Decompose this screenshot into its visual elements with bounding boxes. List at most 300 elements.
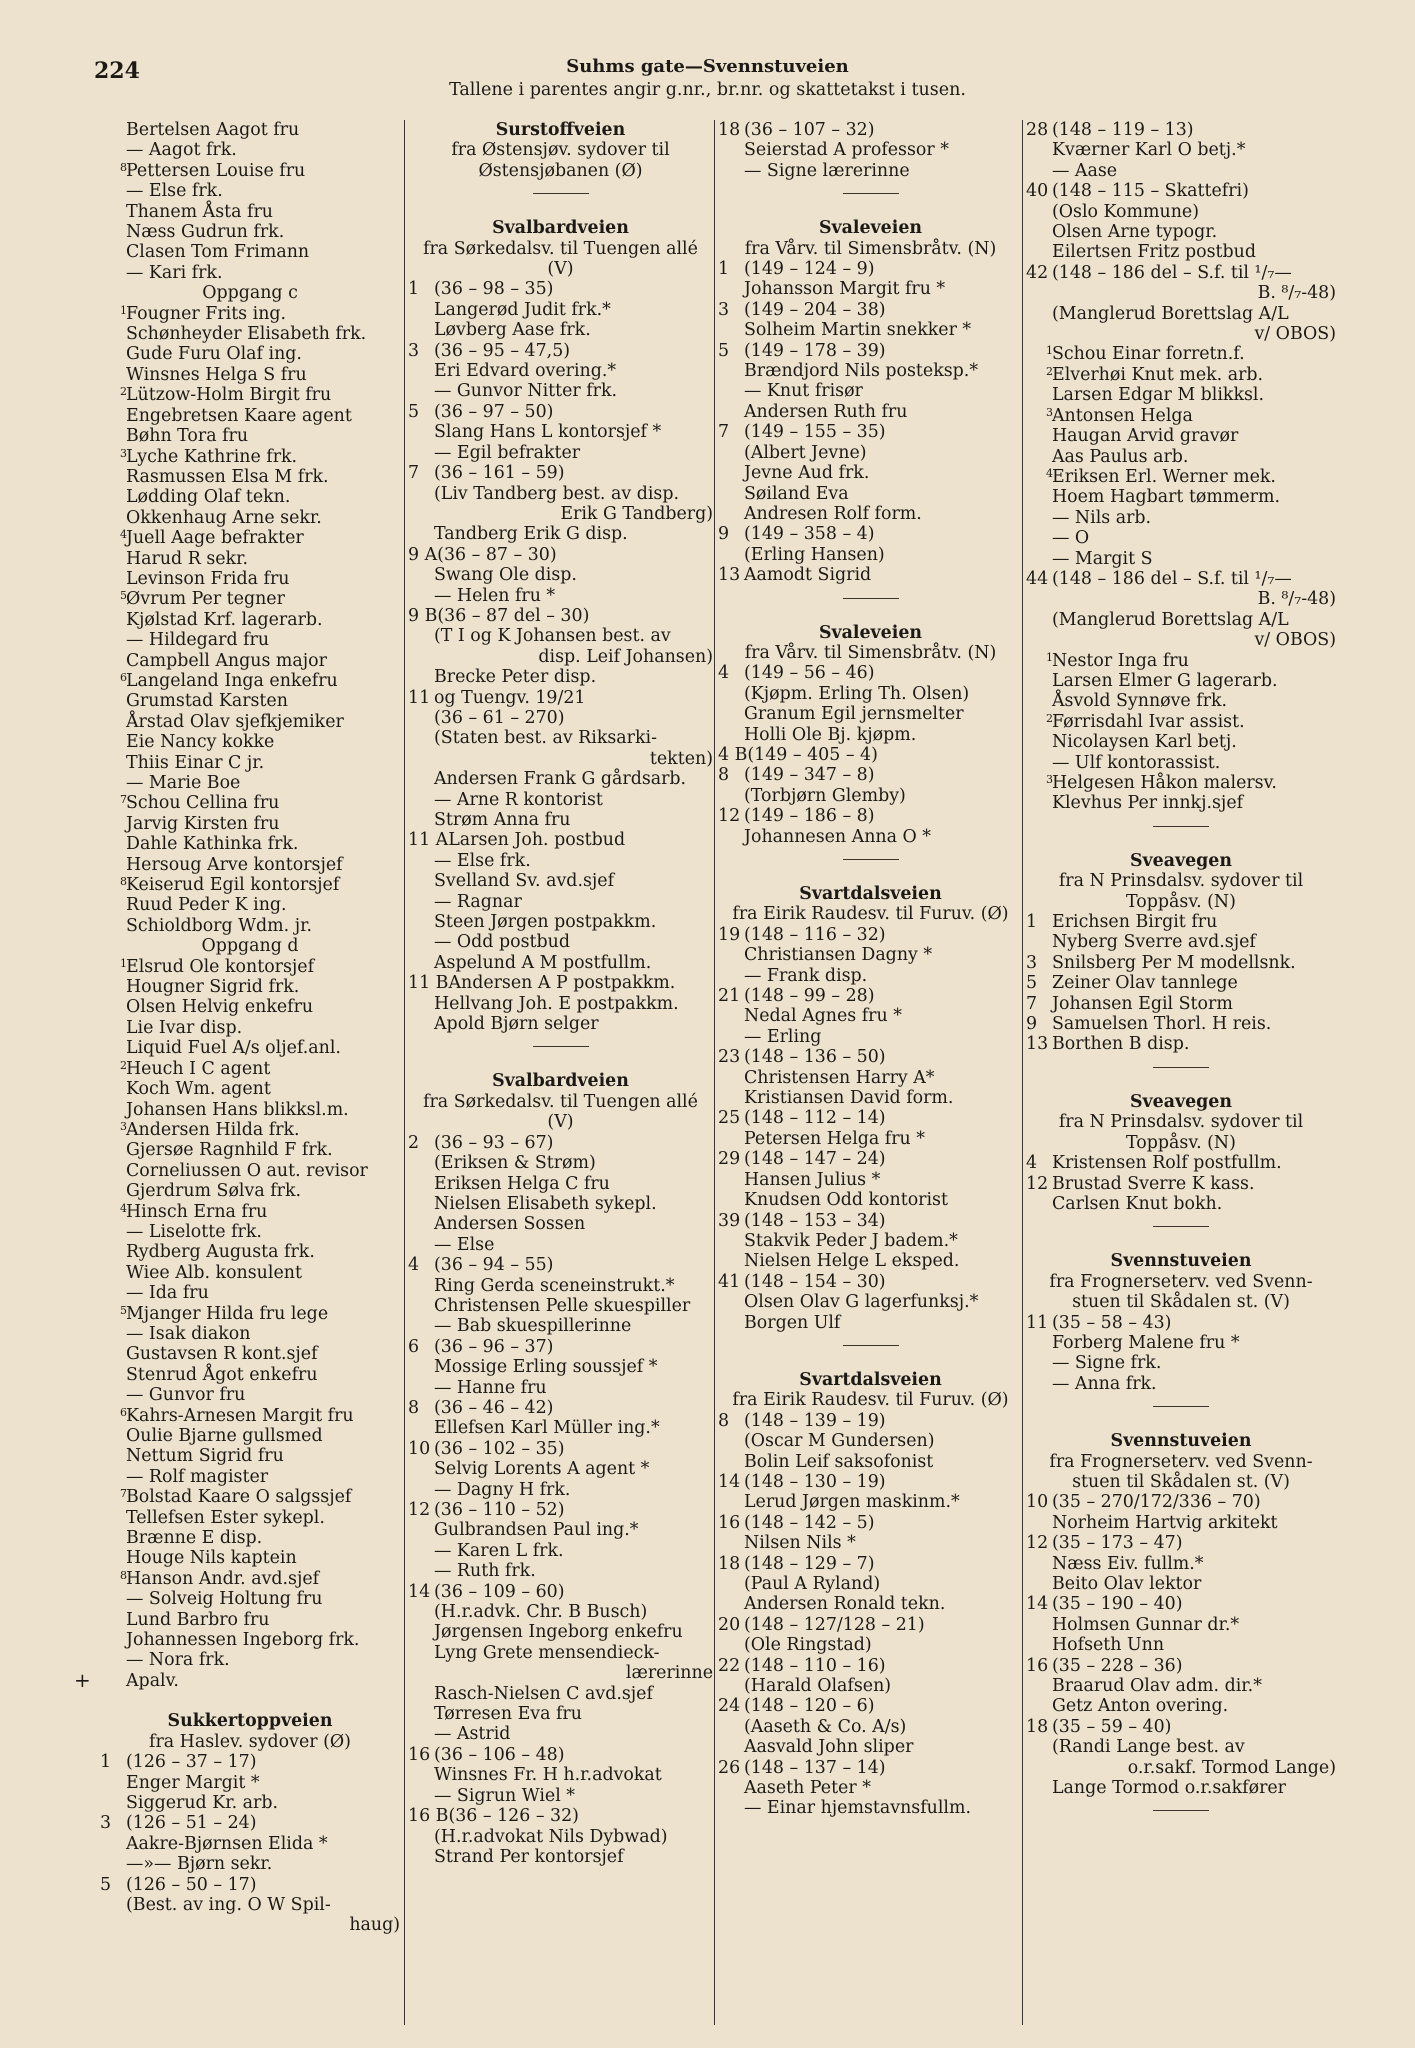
resident-entry — [100, 528, 400, 548]
entry-text: Forberg Malene fru * — [1052, 1332, 1240, 1353]
resident-entry — [100, 1018, 400, 1038]
entry-text: Aasvald John sliper — [744, 1737, 914, 1758]
house-entry — [718, 1149, 1023, 1169]
entry-text: Brænne E disp. — [126, 1528, 263, 1549]
continuation-line: v/ OBOS) — [1254, 630, 1336, 651]
entry-text: Thiis Einar C jr. — [126, 752, 265, 773]
entry-text: Rasch-Nielsen C avd.sjef — [434, 1683, 653, 1704]
resident-entry — [718, 827, 1023, 847]
house-entry — [1026, 120, 1336, 140]
resident-entry — [408, 626, 713, 646]
entry-text: Bolstad Kaare O salgssjef — [126, 1487, 352, 1508]
entry-text: Kristensen Rolf postfullm. — [1052, 1153, 1282, 1174]
floor-marker: 1 — [1046, 344, 1053, 358]
house-number: 12 — [718, 806, 741, 827]
resident-entry — [100, 1793, 400, 1813]
entry-text: — Signe lærerinne — [744, 160, 910, 181]
resident-entry — [100, 671, 400, 691]
entry-text: (Albert Jevne) — [744, 442, 867, 463]
entry-text: — Karen L frk. — [434, 1540, 564, 1561]
floor-marker: 4 — [1046, 466, 1053, 480]
street-heading: Sveavegen — [1129, 850, 1233, 871]
resident-entry — [718, 402, 1023, 422]
section-separator — [1153, 1226, 1209, 1227]
house-entry — [408, 1133, 713, 1153]
street-description: fra Haslev. sydover (Ø) — [149, 1731, 351, 1752]
entry-text: Seierstad A professor * — [744, 140, 949, 161]
resident-entry — [100, 793, 400, 813]
house-entry — [408, 1745, 713, 1765]
house-number: 12 — [1026, 1173, 1049, 1194]
entry-text: — Gunvor fru — [126, 1385, 246, 1406]
resident-entry — [100, 610, 400, 630]
entry-text: (Best. av ing. O W Spil- — [126, 1894, 331, 1915]
street-description: fra Sørkedalsv. til Tuengen allé (V) — [423, 238, 698, 280]
resident-entry — [100, 1120, 400, 1140]
house-number: 3 — [100, 1813, 112, 1834]
resident-entry — [100, 365, 400, 385]
entry-text: Koch Wm. agent — [126, 1079, 271, 1100]
resident-entry — [1026, 344, 1336, 364]
house-entry — [408, 1439, 713, 1459]
entry-text: Gjerdrum Sølva frk. — [126, 1181, 302, 1202]
resident-entry — [1026, 406, 1336, 426]
resident-entry — [408, 892, 713, 912]
entry-text: Christensen Harry A* — [744, 1067, 935, 1088]
entry-text: — Helen fru * — [434, 585, 556, 606]
resident-entry — [100, 1508, 400, 1528]
entry-text: (36 – 95 – 47,5) — [434, 340, 571, 361]
section-separator — [1153, 1810, 1209, 1811]
entry-text: Strand Per kontorsjef — [434, 1846, 624, 1867]
entry-text: Johansen Hans blikksl.m. — [126, 1099, 349, 1120]
resident-entry — [408, 1561, 713, 1581]
column-divider — [714, 120, 715, 2025]
entry-text: Eriksen Erl. Werner mek. — [1052, 466, 1276, 487]
resident-entry — [100, 1283, 400, 1303]
entry-text: Gjersøe Ragnhild F frk. — [126, 1140, 333, 1161]
entry-text: Juell Aage befrakter — [126, 528, 304, 549]
entry-text: (35 – 190 – 40) — [1052, 1594, 1183, 1615]
entry-text: Andersen Frank G gårdsarb. — [434, 769, 687, 790]
entry-text: Campbell Angus major — [126, 650, 327, 671]
continuation-line: haug) — [349, 1915, 400, 1936]
entry-text: (36 – 126 – 32) — [448, 1806, 579, 1827]
entry-text: (35 – 58 – 43) — [1052, 1312, 1172, 1333]
house-entry — [718, 300, 1023, 320]
entry-text: — Kari frk. — [126, 262, 223, 283]
house-number: 1 — [100, 1752, 112, 1773]
entry-text: Lødding Olaf tekn. — [126, 487, 291, 508]
entry-text: (149 – 178 – 39) — [744, 340, 886, 361]
house-entry — [718, 663, 1023, 683]
floor-marker: 7 — [120, 793, 127, 807]
resident-entry — [1026, 1513, 1336, 1533]
resident-entry — [1026, 1635, 1336, 1655]
resident-entry — [408, 810, 713, 830]
entry-text: (Manglerud Borettslag A/L — [1052, 303, 1289, 324]
entry-text: Andersen Ronald tekn. — [744, 1594, 946, 1615]
entry-text: — Frank disp. — [744, 965, 868, 986]
entry-text: Lerud Jørgen maskinm.* — [744, 1492, 960, 1513]
entry-text: Johansson Margit fru * — [744, 279, 946, 300]
entry-text: Antonsen Helga — [1052, 405, 1193, 426]
resident-entry — [718, 1594, 1023, 1614]
resident-entry — [408, 932, 713, 952]
entry-text: (149 – 56 – 46) — [744, 663, 875, 684]
street-description: fra N Prinsdalsv. sydover til Toppåsv. (N) — [1058, 871, 1304, 912]
house-entry — [408, 279, 713, 299]
entry-text: Lyche Kathrine frk. — [126, 446, 298, 467]
floor-marker: 4 — [120, 1201, 127, 1215]
resident-entry — [408, 912, 713, 932]
entry-text: (148 – 127/128 – 21) — [744, 1614, 925, 1635]
entry-text: Nettum Sigrid fru — [126, 1446, 284, 1467]
resident-entry — [100, 202, 400, 222]
entry-text: Aspelund A M postfullm. — [434, 952, 652, 973]
entry-text: Clasen Tom Frimann — [126, 242, 310, 263]
entry-text: (36 – 102 – 35) — [434, 1438, 565, 1459]
resident-entry — [718, 545, 1023, 565]
resident-entry — [718, 1778, 1023, 1798]
entry-text: Mjanger Hilda fru lege — [126, 1303, 329, 1324]
entry-text: (Ole Ringstad) — [744, 1635, 872, 1656]
resident-entry — [100, 977, 400, 997]
house-entry — [408, 1398, 713, 1418]
entry-text: (148 – 120 – 6) — [744, 1696, 875, 1717]
resident-entry — [100, 181, 400, 201]
house-entry — [100, 1813, 400, 1833]
entry-text: Tørresen Eva fru — [434, 1704, 582, 1725]
resident-entry — [1026, 1737, 1336, 1757]
street-description: fra N Prinsdalsv. sydover til Toppåsv. (N) — [1058, 1112, 1304, 1153]
resident-entry — [408, 871, 713, 891]
resident-entry — [100, 1344, 400, 1364]
floor-marker: 8 — [120, 875, 127, 889]
entry-text: Houge Nils kaptein — [126, 1548, 297, 1569]
resident-entry — [1026, 793, 1336, 813]
house-number: 9 A — [408, 544, 438, 565]
resident-entry — [408, 1014, 713, 1034]
entry-text: Haugan Arvid gravør — [1052, 426, 1239, 447]
house-number: 5 — [1026, 973, 1038, 994]
entry-text: Liquid Fuel A/s oljef.anl. — [126, 1038, 341, 1059]
house-number: 3 — [1026, 952, 1038, 973]
house-number: 44 — [1026, 568, 1049, 589]
entry-text: Schou Cellina fru — [126, 793, 280, 814]
house-entry — [718, 422, 1023, 442]
entry-text: Zeiner Olav tannlege — [1052, 973, 1238, 994]
entry-text: Rydberg Augusta frk. — [126, 1242, 315, 1263]
resident-entry — [408, 1296, 713, 1316]
continuation-line: o.r.sakf. Tormod Lange) — [1127, 1757, 1336, 1778]
section-separator — [533, 1046, 589, 1047]
street-description: Oppgang d — [201, 936, 299, 957]
entry-text: — Einar hjemstavnsfullm. — [744, 1798, 971, 1819]
resident-entry — [408, 381, 713, 401]
resident-entry — [718, 484, 1023, 504]
continuation-line: v/ OBOS) — [1254, 324, 1336, 345]
street-heading: Svalbardveien — [492, 218, 629, 239]
resident-entry — [408, 1153, 713, 1173]
resident-entry — [408, 1174, 713, 1194]
entry-text: (149 – 204 – 38) — [744, 299, 886, 320]
entry-text: Beito Olav lektor — [1052, 1574, 1202, 1594]
entry-text: Granum Egil jernsmelter — [744, 704, 964, 725]
resident-entry — [100, 120, 400, 140]
street-description: fra Frognerseterv. ved Svenn- stuen til Skådalen st. (V) — [1049, 1451, 1313, 1492]
house-entry — [1026, 1153, 1336, 1173]
entry-text: Andersen Sossen — [434, 1214, 586, 1235]
resident-entry — [718, 1492, 1023, 1512]
house-entry — [718, 1656, 1023, 1676]
resident-entry — [1026, 1333, 1336, 1353]
entry-text: Lie Ivar disp. — [126, 1017, 243, 1038]
resident-entry — [100, 1426, 400, 1446]
entry-text: (36 – 93 – 67) — [434, 1132, 554, 1153]
continuation-line: B. ⁸/₇-48) — [1257, 589, 1336, 610]
entry-text: — Aase — [1052, 160, 1118, 181]
floor-marker: 5 — [120, 1303, 127, 1317]
resident-entry — [718, 361, 1023, 381]
floor-marker: 6 — [120, 1405, 127, 1419]
entry-text: Norheim Hartvig arkitekt — [1052, 1512, 1278, 1533]
entry-text: — Nils arb. — [1052, 507, 1152, 528]
entry-text: Nilsen Nils * — [744, 1533, 856, 1554]
entry-text: Andersen Ruth fru — [744, 401, 908, 422]
entry-text: (Aaseth & Co. A/s) — [744, 1716, 907, 1737]
entry-text: (Eriksen & Strøm) — [434, 1153, 596, 1174]
entry-text: Fougner Frits ing. — [126, 303, 287, 324]
entry-text: (148 – 186 del – S.f. til ¹/₇— — [1052, 568, 1292, 589]
spacer — [100, 1691, 400, 1711]
entry-text: Stakvik Peder J badem.* — [744, 1230, 958, 1251]
resident-entry — [408, 667, 713, 687]
entry-text: (36 – 161 – 59) — [434, 463, 565, 484]
resident-entry — [408, 1520, 713, 1540]
entry-text: Corneliussen O aut. revisor — [126, 1160, 368, 1181]
resident-entry — [100, 651, 400, 671]
house-entry — [408, 830, 713, 850]
house-number: 16 — [1026, 1655, 1049, 1676]
entry-text: —»— Bjørn sekr. — [126, 1854, 273, 1875]
entry-text: (148 – 99 – 28) — [744, 986, 875, 1007]
street-heading: Svaleveien — [818, 622, 923, 643]
resident-entry — [1026, 1615, 1336, 1635]
entry-text: Hofseth Unn — [1052, 1635, 1165, 1656]
house-number: 28 — [1026, 120, 1049, 140]
entry-text: Selvig Lorents A agent * — [434, 1459, 650, 1480]
resident-entry — [408, 1684, 713, 1704]
entry-text: — Aagot frk. — [126, 140, 237, 161]
entry-text: Johannessen Ingeborg frk. — [126, 1630, 360, 1651]
house-entry — [1026, 1717, 1336, 1737]
house-number: 10 — [1026, 1492, 1049, 1513]
floor-marker: 2 — [1046, 711, 1053, 725]
entry-text: Bolin Leif saksofonist — [744, 1451, 934, 1472]
resident-entry — [1026, 753, 1336, 773]
resident-entry — [100, 508, 400, 528]
entry-text: (149 – 347 – 8) — [744, 765, 875, 786]
entry-text: (35 – 270/172/336 – 70) — [1052, 1492, 1261, 1513]
resident-entry — [100, 1773, 400, 1793]
entry-text: (148 – 119 – 13) — [1052, 120, 1194, 140]
entry-text: — Hildegard fru — [126, 630, 270, 651]
resident-entry — [100, 1446, 400, 1466]
entry-text: Slang Hans L kontorsjef * — [434, 422, 662, 443]
resident-entry — [100, 140, 400, 160]
entry-text: Olsen Helvig enkefru — [126, 997, 314, 1018]
street-description: fra Vårv. til Simensbråtv. (N) — [744, 642, 997, 663]
house-number: 4 — [1026, 1153, 1038, 1174]
column-divider — [404, 120, 405, 2025]
resident-entry — [100, 732, 400, 752]
entry-text: (Torbjørn Glemby) — [744, 785, 906, 806]
house-number: 41 — [718, 1271, 741, 1292]
resident-entry — [1026, 1778, 1336, 1798]
house-number: 39 — [718, 1210, 741, 1231]
entry-text: Lyng Grete mensendieck- — [434, 1642, 660, 1663]
resident-entry — [718, 1231, 1023, 1251]
entry-text: Larsen Elmer G lagerarb. — [1052, 670, 1278, 691]
entry-text: (148 – 115 – Skattefri) — [1052, 181, 1249, 202]
page-title: Suhms gate—Svennstuveien — [566, 56, 849, 77]
resident-entry — [718, 443, 1023, 463]
house-number: 16 B — [408, 1806, 449, 1827]
resident-entry — [408, 708, 713, 728]
entry-text: Aamodt Sigrid — [744, 565, 872, 586]
house-entry — [408, 341, 713, 361]
resident-entry — [718, 1190, 1023, 1210]
house-number: 13 — [1026, 1034, 1049, 1055]
house-entry — [1026, 973, 1336, 993]
entry-text: (148 – 147 – 24) — [744, 1149, 886, 1170]
resident-entry — [408, 586, 713, 606]
floor-marker: 4 — [120, 528, 127, 542]
floor-marker: 8 — [120, 1568, 127, 1582]
house-number: 1 — [408, 279, 420, 300]
resident-entry — [408, 422, 713, 442]
resident-entry — [408, 1418, 713, 1438]
entry-text: Mossige Erling soussjef * — [434, 1357, 658, 1378]
street-description: fra Sørkedalsv. til Tuengen allé (V) — [423, 1091, 698, 1133]
resident-entry — [718, 1533, 1023, 1553]
floor-marker: 6 — [120, 670, 127, 684]
floor-marker: 1 — [1046, 650, 1053, 664]
entry-text: — Nora frk. — [126, 1650, 230, 1671]
house-number: 6 — [408, 1336, 420, 1357]
entry-text: Brændjord Nils posteksp.* — [744, 361, 979, 382]
house-number: 8 — [408, 1397, 420, 1418]
entry-text: Braarud Olav adm. dir.* — [1052, 1676, 1262, 1697]
resident-entry — [718, 381, 1023, 401]
entry-text: (36 – 61 – 270) — [434, 707, 565, 728]
house-number: 5 — [100, 1874, 112, 1895]
resident-entry — [408, 1357, 713, 1377]
resident-entry — [100, 447, 400, 467]
floor-marker: 3 — [1046, 773, 1053, 786]
resident-entry — [1026, 651, 1336, 671]
house-entry — [408, 1582, 713, 1602]
entry-text: Schou Einar forretn.f. — [1052, 344, 1245, 365]
resident-entry — [100, 1834, 400, 1854]
entry-text: (149 – 358 – 4) — [744, 524, 875, 545]
resident-entry — [1026, 671, 1336, 691]
street-heading: Svartdalsveien — [799, 1369, 942, 1390]
entry-text: (148 – 153 – 34) — [744, 1210, 886, 1231]
resident-entry — [100, 1140, 400, 1160]
house-number: 2 — [408, 1132, 420, 1153]
resident-entry — [408, 1827, 713, 1847]
resident-entry — [100, 1161, 400, 1181]
entry-text: — Odd postbud — [434, 932, 570, 953]
house-entry — [408, 688, 713, 708]
house-entry — [408, 1806, 713, 1826]
entry-text: Aakre-Bjørnsen Elida * — [126, 1833, 328, 1854]
entry-text: Grumstad Karsten — [126, 691, 288, 712]
entry-text: (36 – 87 – 30) — [437, 544, 557, 565]
entry-text: (126 – 37 – 17) — [126, 1752, 257, 1773]
house-number: 3 — [718, 299, 730, 320]
entry-text: Carlsen Knut bokh. — [1052, 1193, 1223, 1214]
house-entry — [718, 1758, 1023, 1778]
entry-text: (126 – 51 – 24) — [126, 1813, 257, 1834]
resident-entry — [1026, 1374, 1336, 1394]
entry-text: Petersen Helga fru * — [744, 1128, 925, 1149]
entry-text: (35 – 59 – 40) — [1052, 1716, 1172, 1737]
entry-text: Schioldborg Wdm. jr. — [126, 915, 313, 936]
entry-text: (36 – 107 – 32) — [744, 120, 875, 140]
entry-text: — Gunvor Nitter frk. — [434, 381, 618, 402]
resident-entry — [100, 814, 400, 834]
resident-entry — [718, 1170, 1023, 1190]
resident-entry — [408, 1276, 713, 1296]
house-entry — [408, 1255, 713, 1275]
entry-text: Gulbrandsen Paul ing.* — [434, 1520, 639, 1541]
column-divider — [1022, 120, 1023, 2025]
resident-entry — [100, 385, 400, 405]
entry-text: (Oslo Kommune) — [1052, 201, 1199, 222]
entry-text: — Astrid — [434, 1724, 511, 1745]
house-number: 22 — [718, 1655, 741, 1676]
house-number: 40 — [1026, 181, 1049, 202]
resident-entry — [100, 834, 400, 854]
entry-text: Ellefsen Karl Müller ing.* — [434, 1418, 660, 1439]
house-entry — [1026, 1594, 1336, 1614]
entry-text: (36 – 109 – 60) — [434, 1581, 565, 1602]
entry-text: Eilertsen Fritz postbud — [1052, 242, 1256, 263]
entry-text: Andresen Rolf form. — [744, 503, 922, 524]
entry-text: Løvberg Aase frk. — [434, 320, 591, 341]
house-entry — [100, 1875, 400, 1895]
resident-entry — [100, 1630, 400, 1650]
resident-entry — [100, 1487, 400, 1507]
house-entry — [408, 402, 713, 422]
entry-text: Nielsen Helge L eksped. — [744, 1251, 960, 1272]
house-entry — [718, 1108, 1023, 1128]
resident-entry — [408, 524, 713, 544]
resident-entry — [1026, 508, 1336, 528]
resident-entry — [408, 320, 713, 340]
entry-text: (148 – 139 – 19) — [744, 1410, 886, 1431]
entry-text: Dahle Kathinka frk. — [126, 834, 299, 855]
house-number: 20 — [718, 1614, 741, 1635]
entry-text: Harud R sekr. — [126, 548, 249, 569]
section-separator — [843, 193, 899, 194]
resident-entry — [100, 875, 400, 895]
house-number: 7 — [1026, 993, 1038, 1014]
house-entry — [718, 1411, 1023, 1431]
